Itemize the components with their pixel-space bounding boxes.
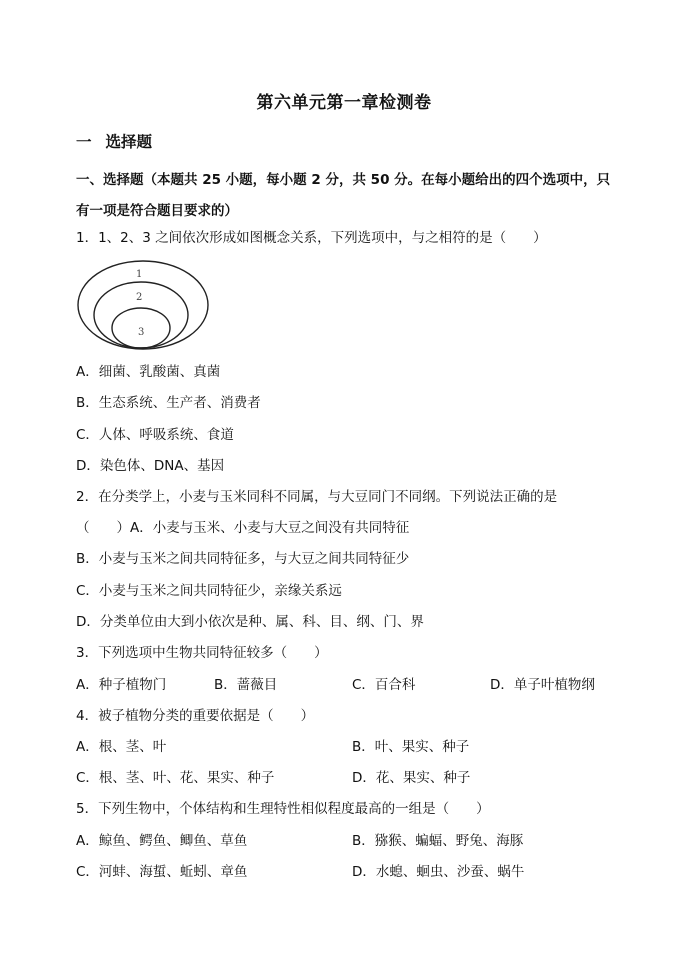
q3-option-d: D．单子叶植物纲	[490, 677, 595, 693]
section-heading	[76, 130, 152, 152]
q2-stem-continued: （ ）A．小麦与玉米、小麦与大豆之间没有共同特征	[76, 520, 410, 536]
q1-stem: 1．1、2、3 之间依次形成如图概念关系，下列选项中，与之相符的是（ ）	[76, 230, 547, 246]
diagram-label-1: 1	[136, 269, 143, 280]
section-label: 选择题	[105, 133, 153, 151]
section-instructions: 一、选择题（本题共 25 小题，每小题 2 分，共 50 分。在每小题给出的四个选项中，只有一项是符合题目要求的）	[76, 172, 611, 219]
diagram-label-2: 2	[136, 292, 143, 303]
section-number: 一	[76, 133, 92, 151]
q4-option-d: D．花、果实、种子	[352, 770, 471, 786]
q5-stem: 5．下列生物中，个体结构和生理特性相似程度最高的一组是（ ）	[76, 801, 490, 817]
q4-option-c: C．根、茎、叶、花、果实、种子	[76, 770, 275, 786]
q5-option-c: C．河蚌、海蜇、蚯蚓、章鱼	[76, 864, 248, 880]
q1-option-a: A．细菌、乳酸菌、真菌	[76, 364, 221, 380]
q3-option-c: C．百合科	[352, 677, 416, 693]
q2-stem: 2．在分类学上，小麦与玉米同科不同属，与大豆同门不同纲。下列说法正确的是	[76, 489, 558, 505]
q5-option-a: A．鲸鱼、鳄鱼、鲫鱼、草鱼	[76, 833, 248, 849]
q1-option-d: D．染色体、DNA、基因	[76, 458, 225, 474]
q4-stem: 4．被子植物分类的重要依据是（ ）	[76, 708, 315, 724]
page-title: 第六单元第一章检测卷	[256, 93, 432, 113]
q2-option-b: B．小麦与玉米之间共同特征多，与大豆之间共同特征少	[76, 551, 410, 567]
q1-option-b: B．生态系统、生产者、消费者	[76, 395, 261, 411]
diagram-label-3: 3	[138, 327, 145, 338]
q2-option-d: D．分类单位由大到小依次是种、属、科、目、纲、门、界	[76, 614, 424, 630]
q2-option-c: C．小麦与玉米之间共同特征少，亲缘关系远	[76, 583, 342, 599]
q5-option-d: D．水螅、蛔虫、沙蚕、蜗牛	[352, 864, 525, 880]
q4-option-a: A．根、茎、叶	[76, 739, 167, 755]
q3-stem: 3．下列选项中生物共同特征较多（ ）	[76, 645, 328, 661]
q5-option-b: B．猕猴、蝙蝠、野兔、海豚	[352, 833, 524, 849]
q1-option-c: C．人体、呼吸系统、食道	[76, 427, 234, 443]
q3-option-a: A．种子植物门	[76, 677, 167, 693]
concept-diagram	[76, 258, 216, 356]
q3-option-b: B．蔷薇目	[214, 677, 278, 693]
q4-option-b: B．叶、果实、种子	[352, 739, 470, 755]
